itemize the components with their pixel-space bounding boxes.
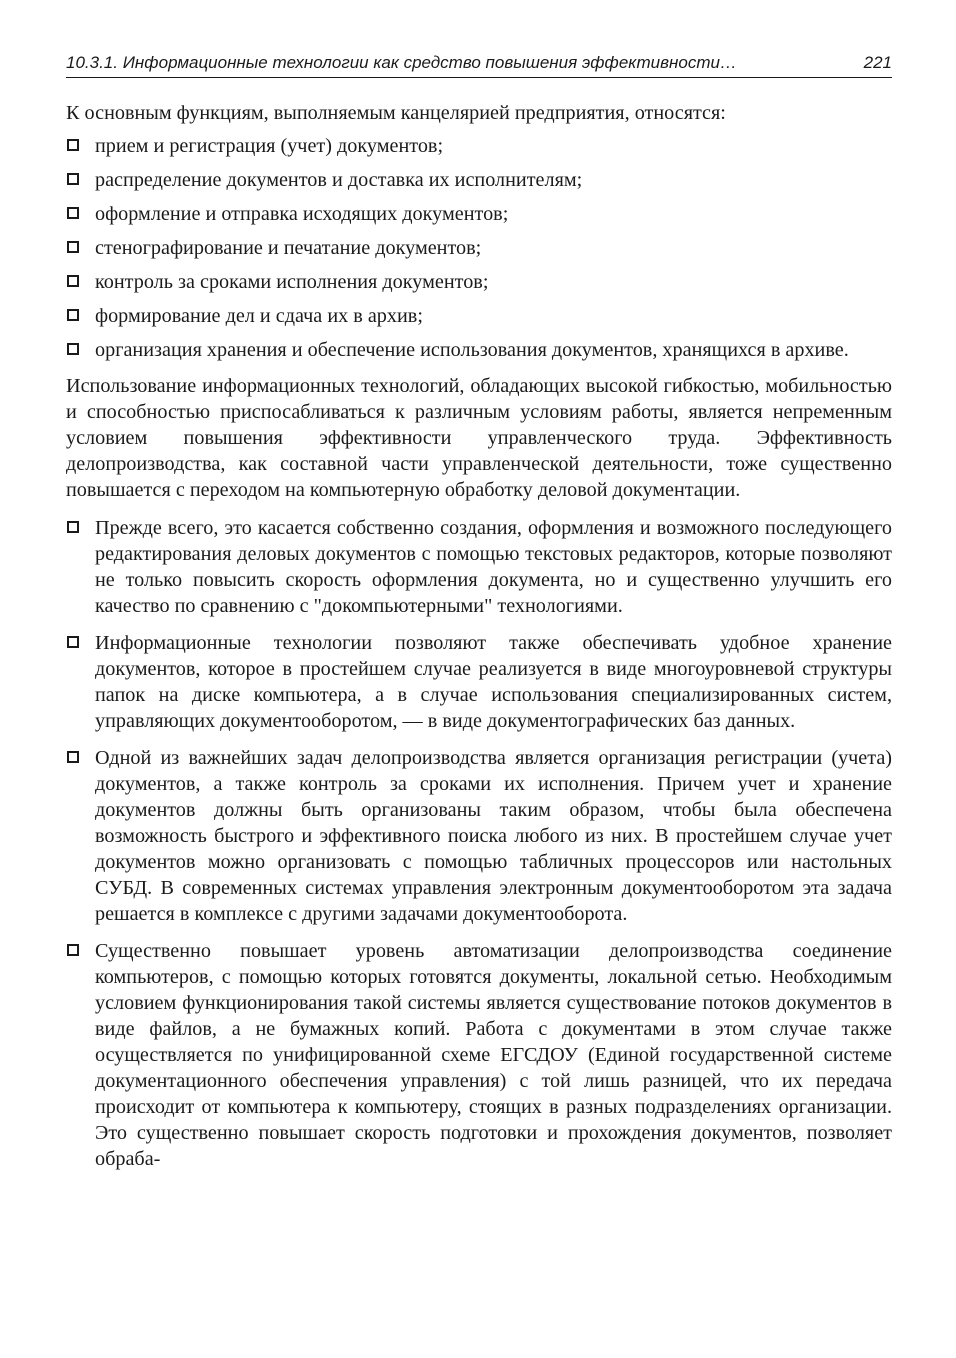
running-header [66,52,892,78]
list-item: организация хранения и обеспечение использования документов, хранящихся в архиве. [66,337,892,363]
list-item: распределение документов и доставка их исполнителям; [66,167,892,193]
list-item: Информационные технологии позволяют также обеспечивать удобное хранение документов, которое в простейшем случае реализуется в виде многоуровневой структуры папок на диске компьютера, а в случае использования специализированных систем, управляющих документооборотом, — в виде документографических баз данных. [66,630,892,734]
book-page [66,52,892,1183]
checkbox-bullet-icon [67,309,79,321]
checkbox-bullet-icon [67,207,79,219]
list-item: Прежде всего, это касается собственно создания, оформления и возможного последующего редактирования деловых документов с помощью текстовых редакторов, которые позволяют не только повысить скорость оформления документа, но и существенно улучшить его качество по сравнению с "докомпьютерными" технологиями. [66,515,892,619]
page-number: 221 [863,53,892,72]
functions-list [66,133,892,363]
list-item: контроль за сроками исполнения документов; [66,269,892,295]
running-header-title: 10.3.1. Информационные технологии как средство повышения эффективности… [66,53,737,72]
checkbox-bullet-icon [67,343,79,355]
body-paragraph: Использование информационных технологий, обладающих высокой гибкостью, мобильностью и способностью приспосабливаться к различным условиям работы, является непременным условием повышения эффективности управленческого труда. Эффективность делопроизводства, как составной части управленческой деятельности, тоже существенно повышается с переходом на компьютерную обработку деловой документации. [66,375,892,501]
list-item: прием и регистрация (учет) документов; [66,133,892,159]
list-item: Существенно повышает уровень автоматизации делопроизводства соединение компьютеров, с помощью которых готовятся документы, локальной сетью. Необходимым условием функционирования такой системы является существование потоков документов в виде файлов, а не бумажных копий. Работа с документами в этом случае также осуществляется по унифицированной схеме ЕГСДОУ (Единой государственной системе документационного обеспечения управления) с той лишь разницей, что их передача происходит от компьютера к компьютеру, стоящих в разных подразделениях организации. Это существенно повышает скорость подготовки и прохождения документов, позволяет обраба- [66,938,892,1172]
points-list [66,515,892,1172]
checkbox-bullet-icon [67,636,79,648]
checkbox-bullet-icon [67,139,79,151]
list-item: формирование дел и сдача их в архив; [66,303,892,329]
checkbox-bullet-icon [67,751,79,763]
functions-intro: К основным функциям, выполняемым канцелярией предприятия, относятся: [66,102,726,124]
list-item: стенографирование и печатание документов; [66,235,892,261]
list-item: Одной из важнейших задач делопроизводства является организация регистрации (учета) документов, а также контроль за сроками их исполнения. Причем учет и хранение документов должны быть организованы таким образом, чтобы была обеспечена возможность быстрого и эффективного поиска любого из них. В простейшем случае учет документов можно организовать с помощью табличных процессоров или настольных СУБД. В современных системах управления электронным документооборотом эта задача решается в комплексе с другими задачами документооборота. [66,745,892,927]
checkbox-bullet-icon [67,944,79,956]
checkbox-bullet-icon [67,521,79,533]
checkbox-bullet-icon [67,275,79,287]
checkbox-bullet-icon [67,173,79,185]
list-item: оформление и отправка исходящих документов; [66,201,892,227]
checkbox-bullet-icon [67,241,79,253]
